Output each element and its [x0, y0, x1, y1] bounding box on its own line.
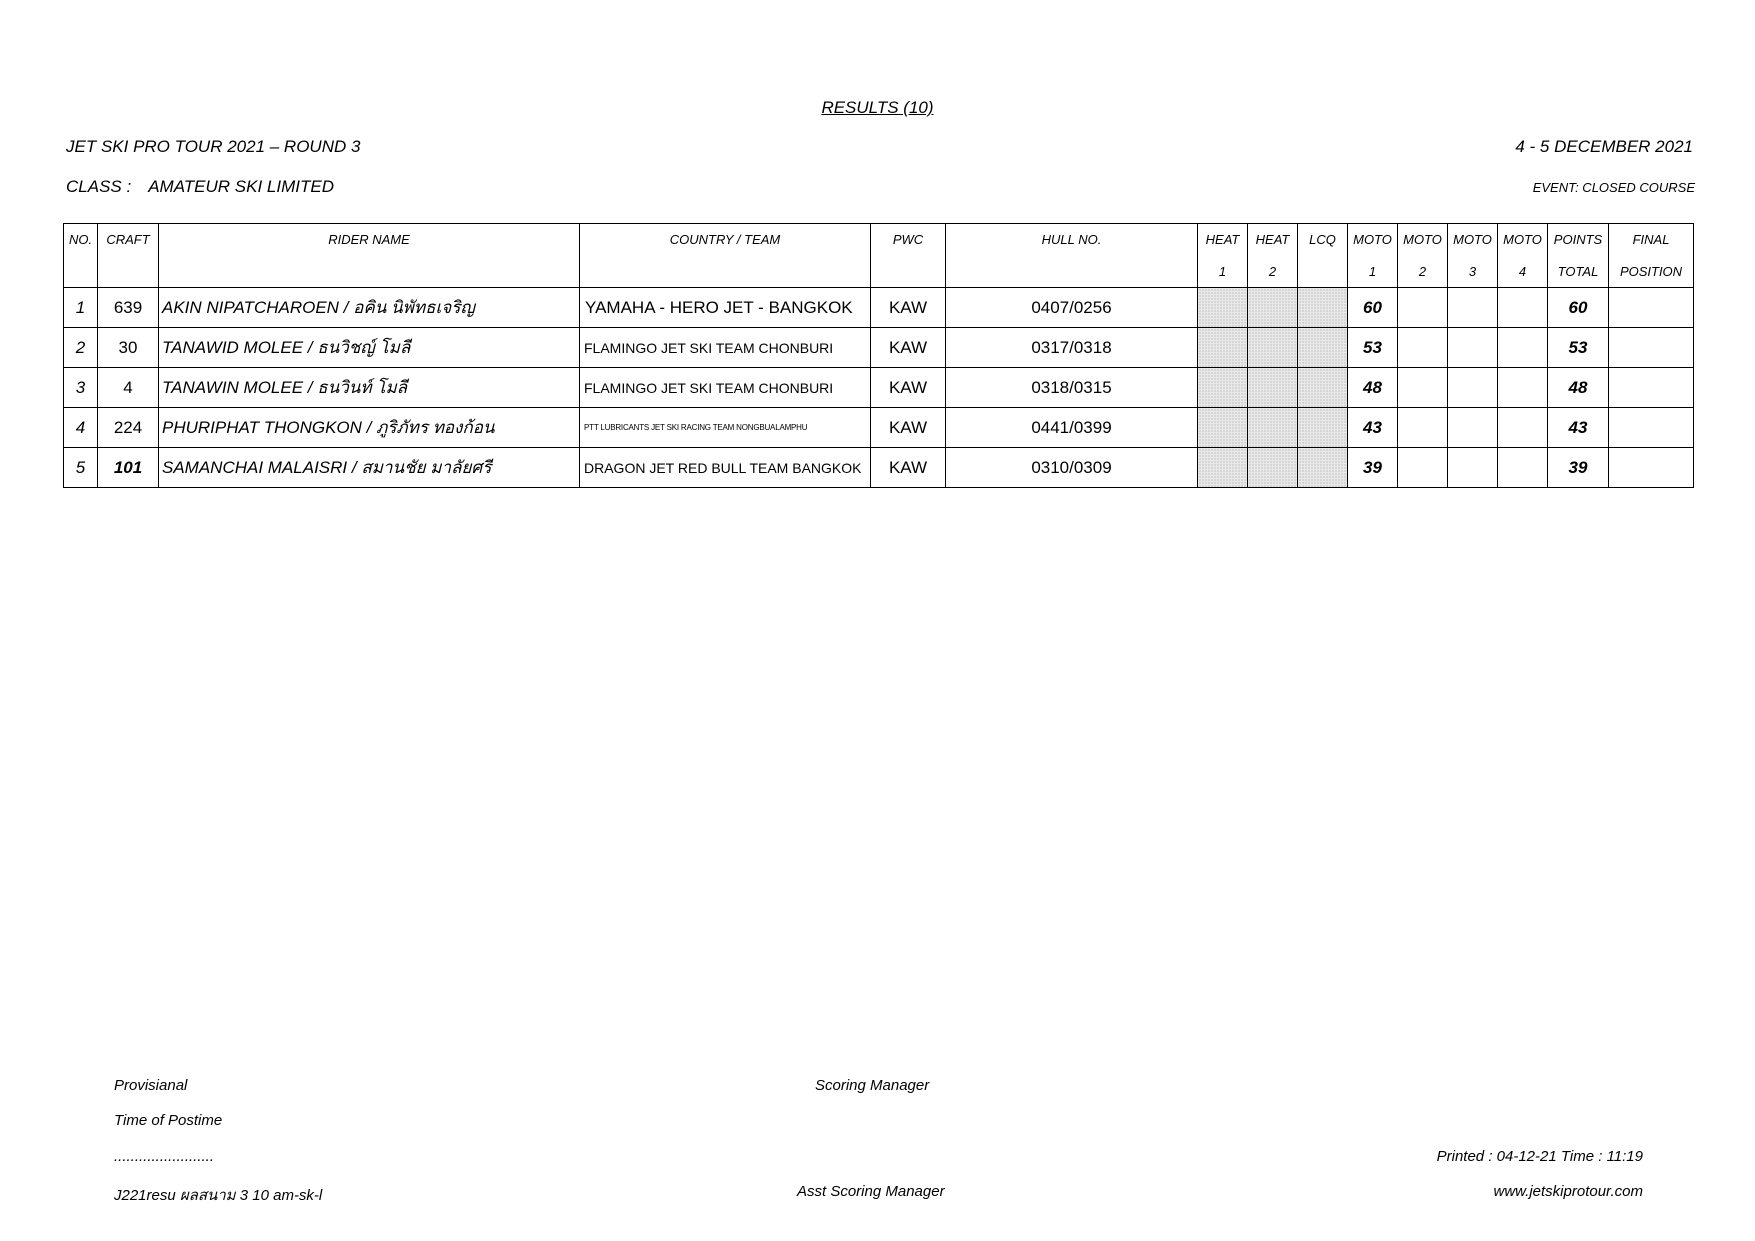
col-moto3: MOTO [1448, 224, 1498, 257]
cell-team: YAMAHA - HERO JET - BANGKOK [580, 288, 871, 328]
cell-moto2 [1398, 408, 1448, 448]
cell-pwc: KAW [871, 328, 946, 368]
cell-heat1 [1198, 448, 1248, 488]
col-rider-name: RIDER NAME [159, 224, 580, 257]
cell-moto4 [1498, 368, 1548, 408]
col-moto1-sub: 1 [1348, 256, 1398, 288]
cell-hull: 0310/0309 [946, 448, 1198, 488]
cell-craft: 30 [98, 328, 159, 368]
cell-lcq [1298, 368, 1348, 408]
cell-team: FLAMINGO JET SKI TEAM CHONBURI [580, 328, 871, 368]
provisional-label: Provisianal [114, 1077, 188, 1094]
cell-moto4 [1498, 408, 1548, 448]
cell-craft: 224 [98, 408, 159, 448]
cell-final [1609, 368, 1694, 408]
cell-pwc: KAW [871, 288, 946, 328]
cell-final [1609, 328, 1694, 368]
col-moto2: MOTO [1398, 224, 1448, 257]
cell-hull: 0441/0399 [946, 408, 1198, 448]
event-date: 4 - 5 DECEMBER 2021 [1515, 137, 1693, 156]
table-row [64, 368, 1694, 408]
col-team-sub [580, 256, 871, 288]
cell-moto1: 48 [1348, 368, 1398, 408]
col-craft-sub [98, 256, 159, 288]
cell-craft: 639 [98, 288, 159, 328]
cell-moto2 [1398, 328, 1448, 368]
cell-moto3 [1448, 328, 1498, 368]
col-final: FINAL [1609, 224, 1694, 257]
cell-final [1609, 448, 1694, 488]
cell-total: 43 [1548, 408, 1609, 448]
cell-moto4 [1498, 328, 1548, 368]
col-hull-sub [946, 256, 1198, 288]
cell-rider: PHURIPHAT THONGKON / ภูริภัทร ทองก้อน [159, 408, 580, 448]
cell-rider: AKIN NIPATCHAROEN / อคิน นิพัทธเจริญ [159, 288, 580, 328]
cell-moto2 [1398, 448, 1448, 488]
header-subrow [64, 256, 1694, 288]
cell-moto3 [1448, 288, 1498, 328]
cell-no: 2 [64, 328, 98, 368]
cell-pwc: KAW [871, 448, 946, 488]
printed-timestamp: Printed : 04-12-21 Time : 11:19 [1436, 1148, 1643, 1165]
cell-total: 53 [1548, 328, 1609, 368]
cell-craft: 101 [98, 448, 159, 488]
cell-moto3 [1448, 448, 1498, 488]
cell-heat1 [1198, 368, 1248, 408]
col-moto3-sub: 3 [1448, 256, 1498, 288]
cell-rider: TANAWIN MOLEE / ธนวินท์ โมลี [159, 368, 580, 408]
cell-moto1: 60 [1348, 288, 1398, 328]
cell-moto3 [1448, 408, 1498, 448]
cell-moto3 [1448, 368, 1498, 408]
cell-lcq [1298, 408, 1348, 448]
cell-no: 3 [64, 368, 98, 408]
col-heat1-sub: 1 [1198, 256, 1248, 288]
col-points-sub: TOTAL [1548, 256, 1609, 288]
cell-pwc: KAW [871, 408, 946, 448]
postime-label: Time of Postime [114, 1112, 223, 1129]
class-label: CLASS : [66, 177, 132, 196]
col-moto1: MOTO [1348, 224, 1398, 257]
document-title: RESULTS (10) [821, 98, 934, 117]
col-points: POINTS [1548, 224, 1609, 257]
cell-hull: 0318/0315 [946, 368, 1198, 408]
website-link[interactable]: www.jetskiprotour.com [1493, 1183, 1643, 1200]
table-row [64, 408, 1694, 448]
cell-no: 4 [64, 408, 98, 448]
cell-total: 39 [1548, 448, 1609, 488]
col-moto4: MOTO [1498, 224, 1548, 257]
cell-heat2 [1248, 408, 1298, 448]
cell-heat2 [1248, 328, 1298, 368]
col-final-sub: POSITION [1609, 256, 1694, 288]
col-moto4-sub: 4 [1498, 256, 1548, 288]
asst-scoring-manager-label: Asst Scoring Manager [797, 1183, 945, 1200]
table-row [64, 448, 1694, 488]
cell-lcq [1298, 328, 1348, 368]
cell-moto2 [1398, 288, 1448, 328]
cell-pwc: KAW [871, 368, 946, 408]
cell-heat1 [1198, 328, 1248, 368]
col-rider-sub [159, 256, 580, 288]
cell-moto1: 39 [1348, 448, 1398, 488]
cell-hull: 0317/0318 [946, 328, 1198, 368]
cell-heat1 [1198, 288, 1248, 328]
cell-no: 5 [64, 448, 98, 488]
cell-rider: SAMANCHAI MALAISRI / สมานชัย มาลัยศรี [159, 448, 580, 488]
cell-team: FLAMINGO JET SKI TEAM CHONBURI [580, 368, 871, 408]
event-name: JET SKI PRO TOUR 2021 – ROUND 3 [66, 137, 361, 156]
col-craft: CRAFT [98, 224, 159, 257]
cell-moto1: 53 [1348, 328, 1398, 368]
cell-moto4 [1498, 288, 1548, 328]
cell-lcq [1298, 288, 1348, 328]
event-type: EVENT: CLOSED COURSE [1532, 180, 1695, 195]
col-no: NO. [64, 224, 98, 257]
cell-hull: 0407/0256 [946, 288, 1198, 328]
cell-total: 60 [1548, 288, 1609, 328]
dotted-line: ........................ [114, 1148, 215, 1165]
cell-final [1609, 288, 1694, 328]
cell-moto2 [1398, 368, 1448, 408]
cell-final [1609, 408, 1694, 448]
col-country-team: COUNTRY / TEAM [580, 224, 871, 257]
cell-craft: 4 [98, 368, 159, 408]
col-hull-no: HULL NO. [946, 224, 1198, 257]
col-pwc: PWC [871, 224, 946, 257]
results-table [63, 223, 1694, 488]
col-heat1: HEAT [1198, 224, 1248, 257]
cell-team: PTT LUBRICANTS JET SKI RACING TEAM NONGBUALAMPHU [580, 408, 871, 448]
col-heat2-sub: 2 [1248, 256, 1298, 288]
class-line [66, 177, 334, 197]
col-lcq-sub [1298, 256, 1348, 288]
cell-moto1: 43 [1348, 408, 1398, 448]
col-lcq: LCQ [1298, 224, 1348, 257]
cell-lcq [1298, 448, 1348, 488]
col-no-sub [64, 256, 98, 288]
file-reference: J221resu ผลสนาม 3 10 am-sk-l [114, 1187, 323, 1204]
col-moto2-sub: 2 [1398, 256, 1448, 288]
cell-rider: TANAWID MOLEE / ธนวิชญ์ โมลี [159, 328, 580, 368]
scoring-manager-label: Scoring Manager [815, 1077, 930, 1094]
class-value: AMATEUR SKI LIMITED [148, 177, 334, 196]
table-row [64, 288, 1694, 328]
cell-no: 1 [64, 288, 98, 328]
cell-moto4 [1498, 448, 1548, 488]
cell-heat2 [1248, 288, 1298, 328]
cell-heat1 [1198, 408, 1248, 448]
cell-heat2 [1248, 448, 1298, 488]
col-pwc-sub [871, 256, 946, 288]
header-row [64, 224, 1694, 257]
cell-total: 48 [1548, 368, 1609, 408]
table-row [64, 328, 1694, 368]
col-heat2: HEAT [1248, 224, 1298, 257]
cell-team: DRAGON JET RED BULL TEAM BANGKOK [580, 448, 871, 488]
cell-heat2 [1248, 368, 1298, 408]
